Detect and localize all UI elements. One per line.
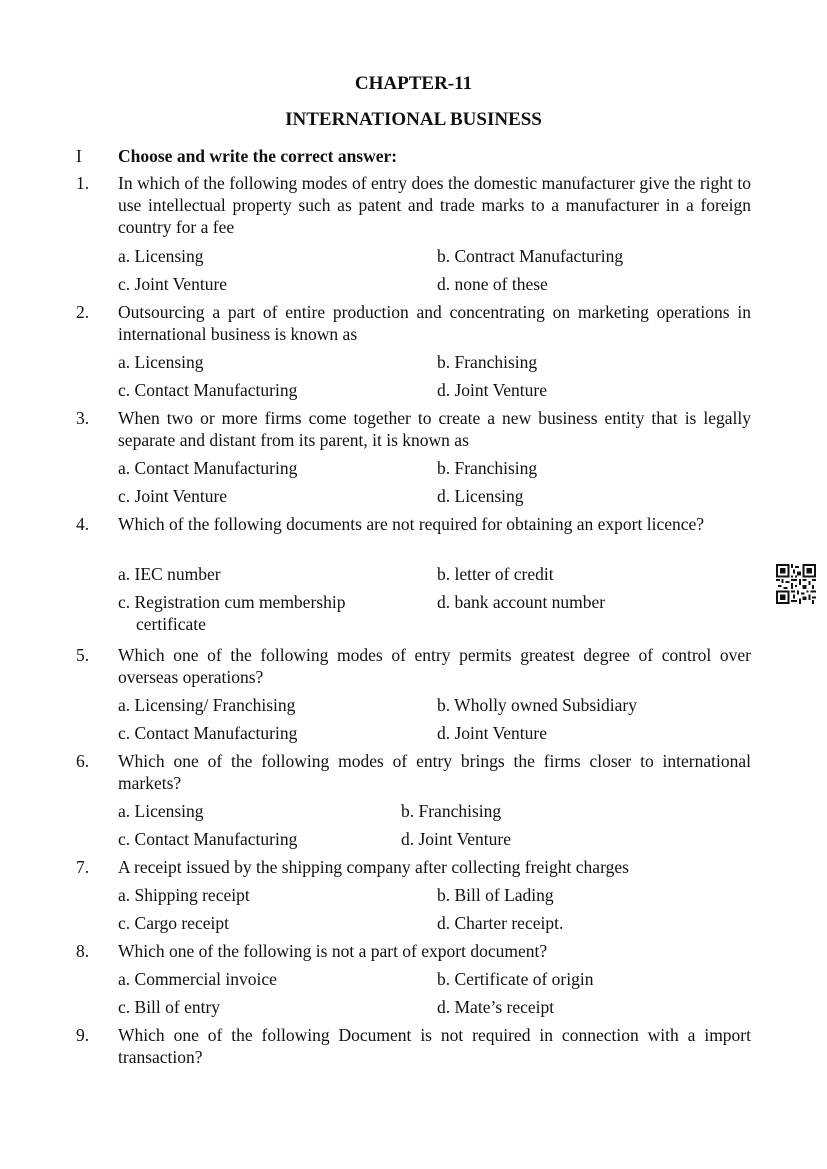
question-text: Which one of the following Document is not required in connection with a import transaction?: [118, 1025, 751, 1067]
question-text: A receipt issued by the shipping company after collecting freight charges: [118, 857, 629, 877]
option-d: d. Mate’s receipt: [437, 997, 555, 1017]
question-number: 9.: [76, 1025, 90, 1045]
option-a: a. Shipping receipt: [118, 885, 250, 905]
option-b: b. Contract Manufacturing: [437, 246, 624, 266]
qr-code: [776, 564, 816, 604]
option-d: d. none of these: [437, 274, 548, 294]
option-b: b. Franchising: [437, 352, 538, 372]
question-number: 3.: [76, 408, 90, 428]
option-c: c. Contact Manufacturing: [118, 380, 298, 400]
option-d: d. Charter receipt.: [437, 913, 564, 933]
question-number: 5.: [76, 645, 90, 665]
option-a: a. Contact Manufacturing: [118, 458, 298, 478]
option-c: c. Cargo receipt: [118, 913, 229, 933]
question-text: When two or more firms come together to create a new business entity that is legally separate and distant from its parent, it is known as: [118, 408, 751, 450]
option-b: b. Certificate of origin: [437, 969, 594, 989]
option-b: b. Franchising: [401, 801, 502, 821]
option-d: d. Joint Venture: [437, 380, 548, 400]
question-text: Which one of the following modes of entry permits greatest degree of control over overseas operations?: [118, 645, 751, 687]
option-c-text: c. Registration cum membership: [118, 592, 346, 612]
option-b: b. Bill of Lading: [437, 885, 554, 905]
option-a: a. IEC number: [118, 564, 221, 584]
option-a: a. Commercial invoice: [118, 969, 277, 989]
option-a: a. Licensing: [118, 801, 204, 821]
question-text: Outsourcing a part of entire production and concentrating on marketing operations in international business is known as: [118, 302, 751, 344]
option-b: b. letter of credit: [437, 564, 554, 584]
option-b: b. Wholly owned Subsidiary: [437, 695, 637, 715]
option-c: c. Joint Venture: [118, 486, 228, 506]
question-number: 2.: [76, 302, 90, 322]
question-number: 6.: [76, 751, 90, 771]
option-d: d. Joint Venture: [401, 829, 512, 849]
option-a: a. Licensing: [118, 352, 204, 372]
section-number: I: [76, 146, 82, 166]
option-a: a. Licensing: [118, 246, 204, 266]
question-text: Which of the following documents are not required for obtaining an export licence?: [118, 514, 705, 534]
option-c: c. Bill of entry: [118, 997, 221, 1017]
question-text: Which one of the following is not a part of export document?: [118, 941, 548, 961]
chapter-heading: CHAPTER-11: [354, 73, 473, 94]
question-number: 4.: [76, 514, 90, 534]
question-number: 1.: [76, 173, 90, 193]
option-c: c. Joint Venture: [118, 274, 228, 294]
option-a: a. Licensing/ Franchising: [118, 695, 296, 715]
option-d: d. Licensing: [437, 486, 524, 506]
option-c: c. Contact Manufacturing: [118, 723, 298, 743]
question-text: Which one of the following modes of entry brings the firms closer to international markets?: [118, 751, 751, 793]
option-b: b. Franchising: [437, 458, 538, 478]
question-number: 8.: [76, 941, 90, 961]
option-c: [118, 591, 345, 635]
question-number: 7.: [76, 857, 90, 877]
section-instruction: Choose and write the correct answer:: [118, 146, 398, 166]
option-c-continuation: certificate: [136, 614, 206, 634]
chapter-title: INTERNATIONAL BUSINESS: [285, 109, 542, 130]
option-d: d. bank account number: [437, 592, 606, 612]
option-c: c. Contact Manufacturing: [118, 829, 298, 849]
question-text: In which of the following modes of entry does the domestic manufacturer give the right to use intellectual property such as patent and trade marks to a manufacturer in a foreign country for a fee: [118, 173, 751, 237]
option-d: d. Joint Venture: [437, 723, 548, 743]
